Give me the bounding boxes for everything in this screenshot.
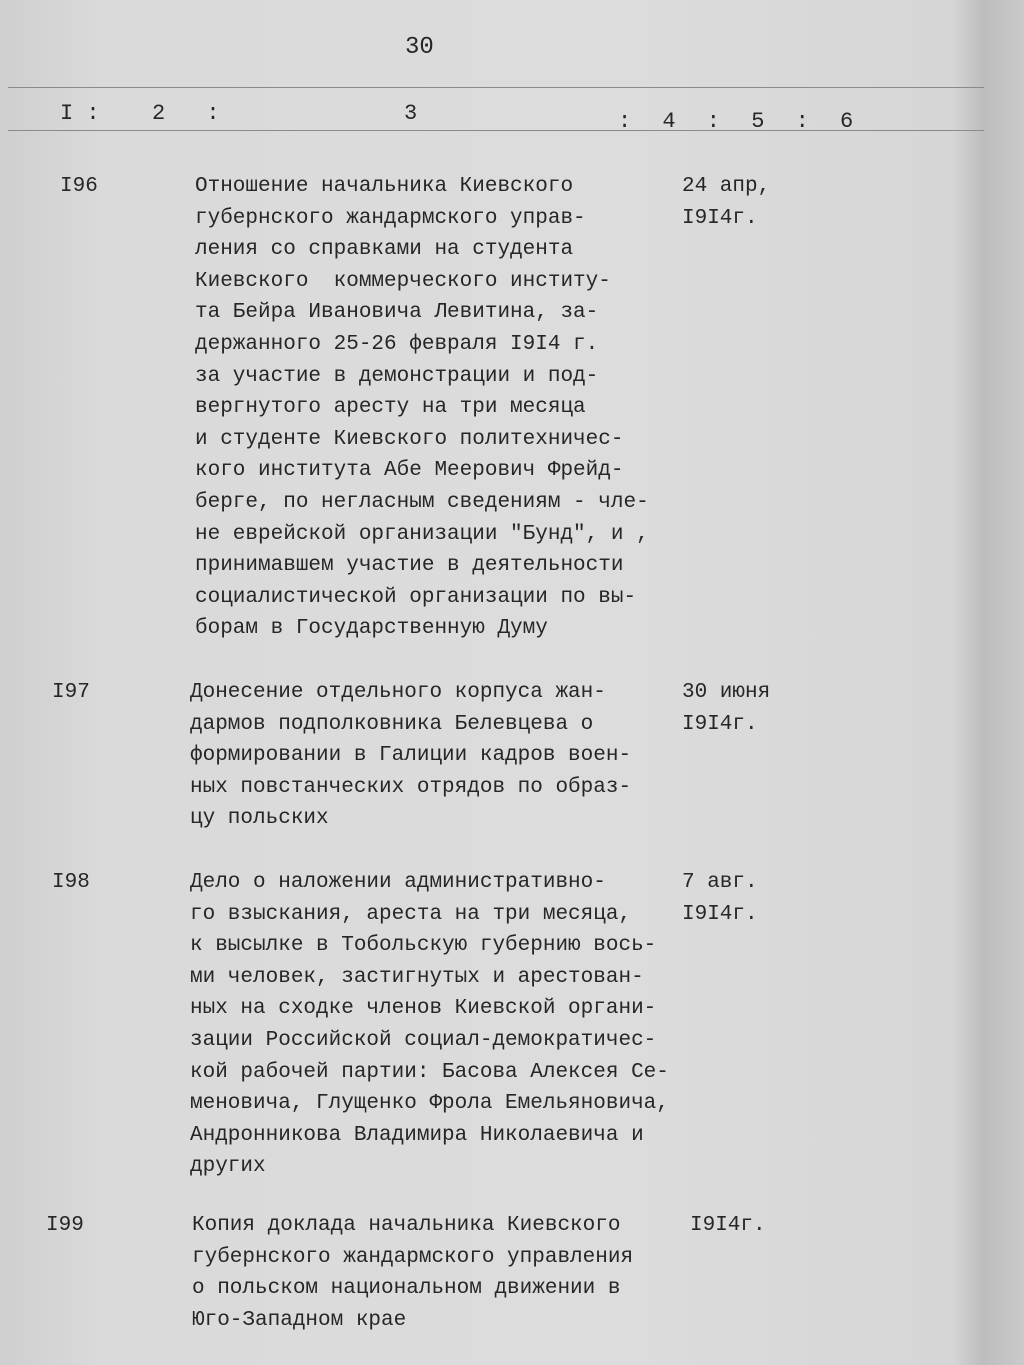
description-line: меновича, Глущенко Фрола Емельяновича, <box>190 1092 669 1116</box>
description-line: вергнутого аресту на три месяца <box>195 396 586 420</box>
page-number: 30 <box>405 34 434 61</box>
description-line: Юго-Западном крае <box>192 1308 407 1332</box>
header-col-3: 3 <box>404 101 418 126</box>
date-line: I9I4г. <box>682 902 758 926</box>
description-line: Донесение отдельного корпуса жан- <box>190 681 606 704</box>
description-line: кого института Абе Меерович Фрейд- <box>195 459 624 483</box>
description-line: борам в Государственную Думу <box>195 617 548 641</box>
description-line: принимавшем участие в деятельности <box>195 554 624 578</box>
entry-date <box>682 677 770 740</box>
date-line: 30 июня <box>682 681 771 704</box>
description-line: ных на сходке членов Киевской органи- <box>190 997 657 1021</box>
description-line: кой рабочей партии: Басова Алексея Се- <box>190 1060 669 1084</box>
entry-number: I96 <box>60 175 98 198</box>
description-line: та Бейра Ивановича Левитина, за- <box>195 301 599 325</box>
description-line: дармов подполковника Белевцева о <box>190 712 594 736</box>
description-line: губернского жандармского управления <box>192 1245 634 1269</box>
entry-description <box>190 677 631 835</box>
description-line: других <box>190 1155 266 1179</box>
entry-number: I99 <box>46 1214 84 1237</box>
description-line: ных повстанческих отрядов по образ- <box>190 775 632 799</box>
entry-description <box>195 171 649 645</box>
entry-description <box>192 1210 633 1336</box>
entry-number: I97 <box>52 681 90 704</box>
header-col-2: 2 : <box>152 101 234 126</box>
description-line: Андронникова Владимира Николаевича и <box>190 1123 644 1147</box>
date-line: 7 авг. <box>682 871 758 894</box>
entry-date <box>682 171 770 234</box>
header-top-rule <box>8 87 984 88</box>
description-line: ления со справками на студента <box>195 238 574 262</box>
header-col-1: I : <box>60 101 100 126</box>
header-col-4-6: : 4 : 5 : 6 <box>618 109 863 134</box>
description-line: ми человек, застигнутых и арестован- <box>190 965 644 989</box>
description-line: формировании в Галиции кадров воен- <box>190 744 632 768</box>
description-line: го взыскания, ареста на три месяца, <box>190 902 632 926</box>
description-line: цу польских <box>190 807 329 831</box>
description-line: Дело о наложении административно- <box>190 871 606 894</box>
description-line: за участие в демонстрации и под- <box>195 364 599 388</box>
description-line: к высылке в Тобольскую губернию вось- <box>190 934 657 958</box>
description-line: зации Российской социал-демократичес- <box>190 1028 657 1052</box>
date-line: I9I4г. <box>682 712 758 736</box>
description-line: Копия доклада начальника Киевского <box>192 1214 621 1237</box>
entry-number: I98 <box>52 871 90 894</box>
description-line: Киевского коммерческого институ- <box>195 269 611 293</box>
description-line: Отношение начальника Киевского <box>195 175 574 198</box>
entry-date <box>690 1210 766 1242</box>
date-line: I9I4г. <box>682 206 758 230</box>
entry-description <box>190 867 669 1183</box>
entry-date <box>682 867 758 930</box>
description-line: держанного 25-26 февраля I9I4 г. <box>195 332 599 356</box>
date-line: 24 апр, <box>682 175 771 198</box>
description-line: социалистической организации по вы- <box>195 585 637 609</box>
date-line: I9I4г. <box>690 1214 766 1237</box>
description-line: о польском национальном движении в <box>192 1277 621 1301</box>
description-line: берге, по негласным сведениям - чле- <box>195 490 649 514</box>
description-line: и студенте Киевского политехничес- <box>195 427 624 451</box>
description-line: губернского жандармского управ- <box>195 206 586 230</box>
description-line: не еврейской организации "Бунд", и , <box>195 522 649 546</box>
